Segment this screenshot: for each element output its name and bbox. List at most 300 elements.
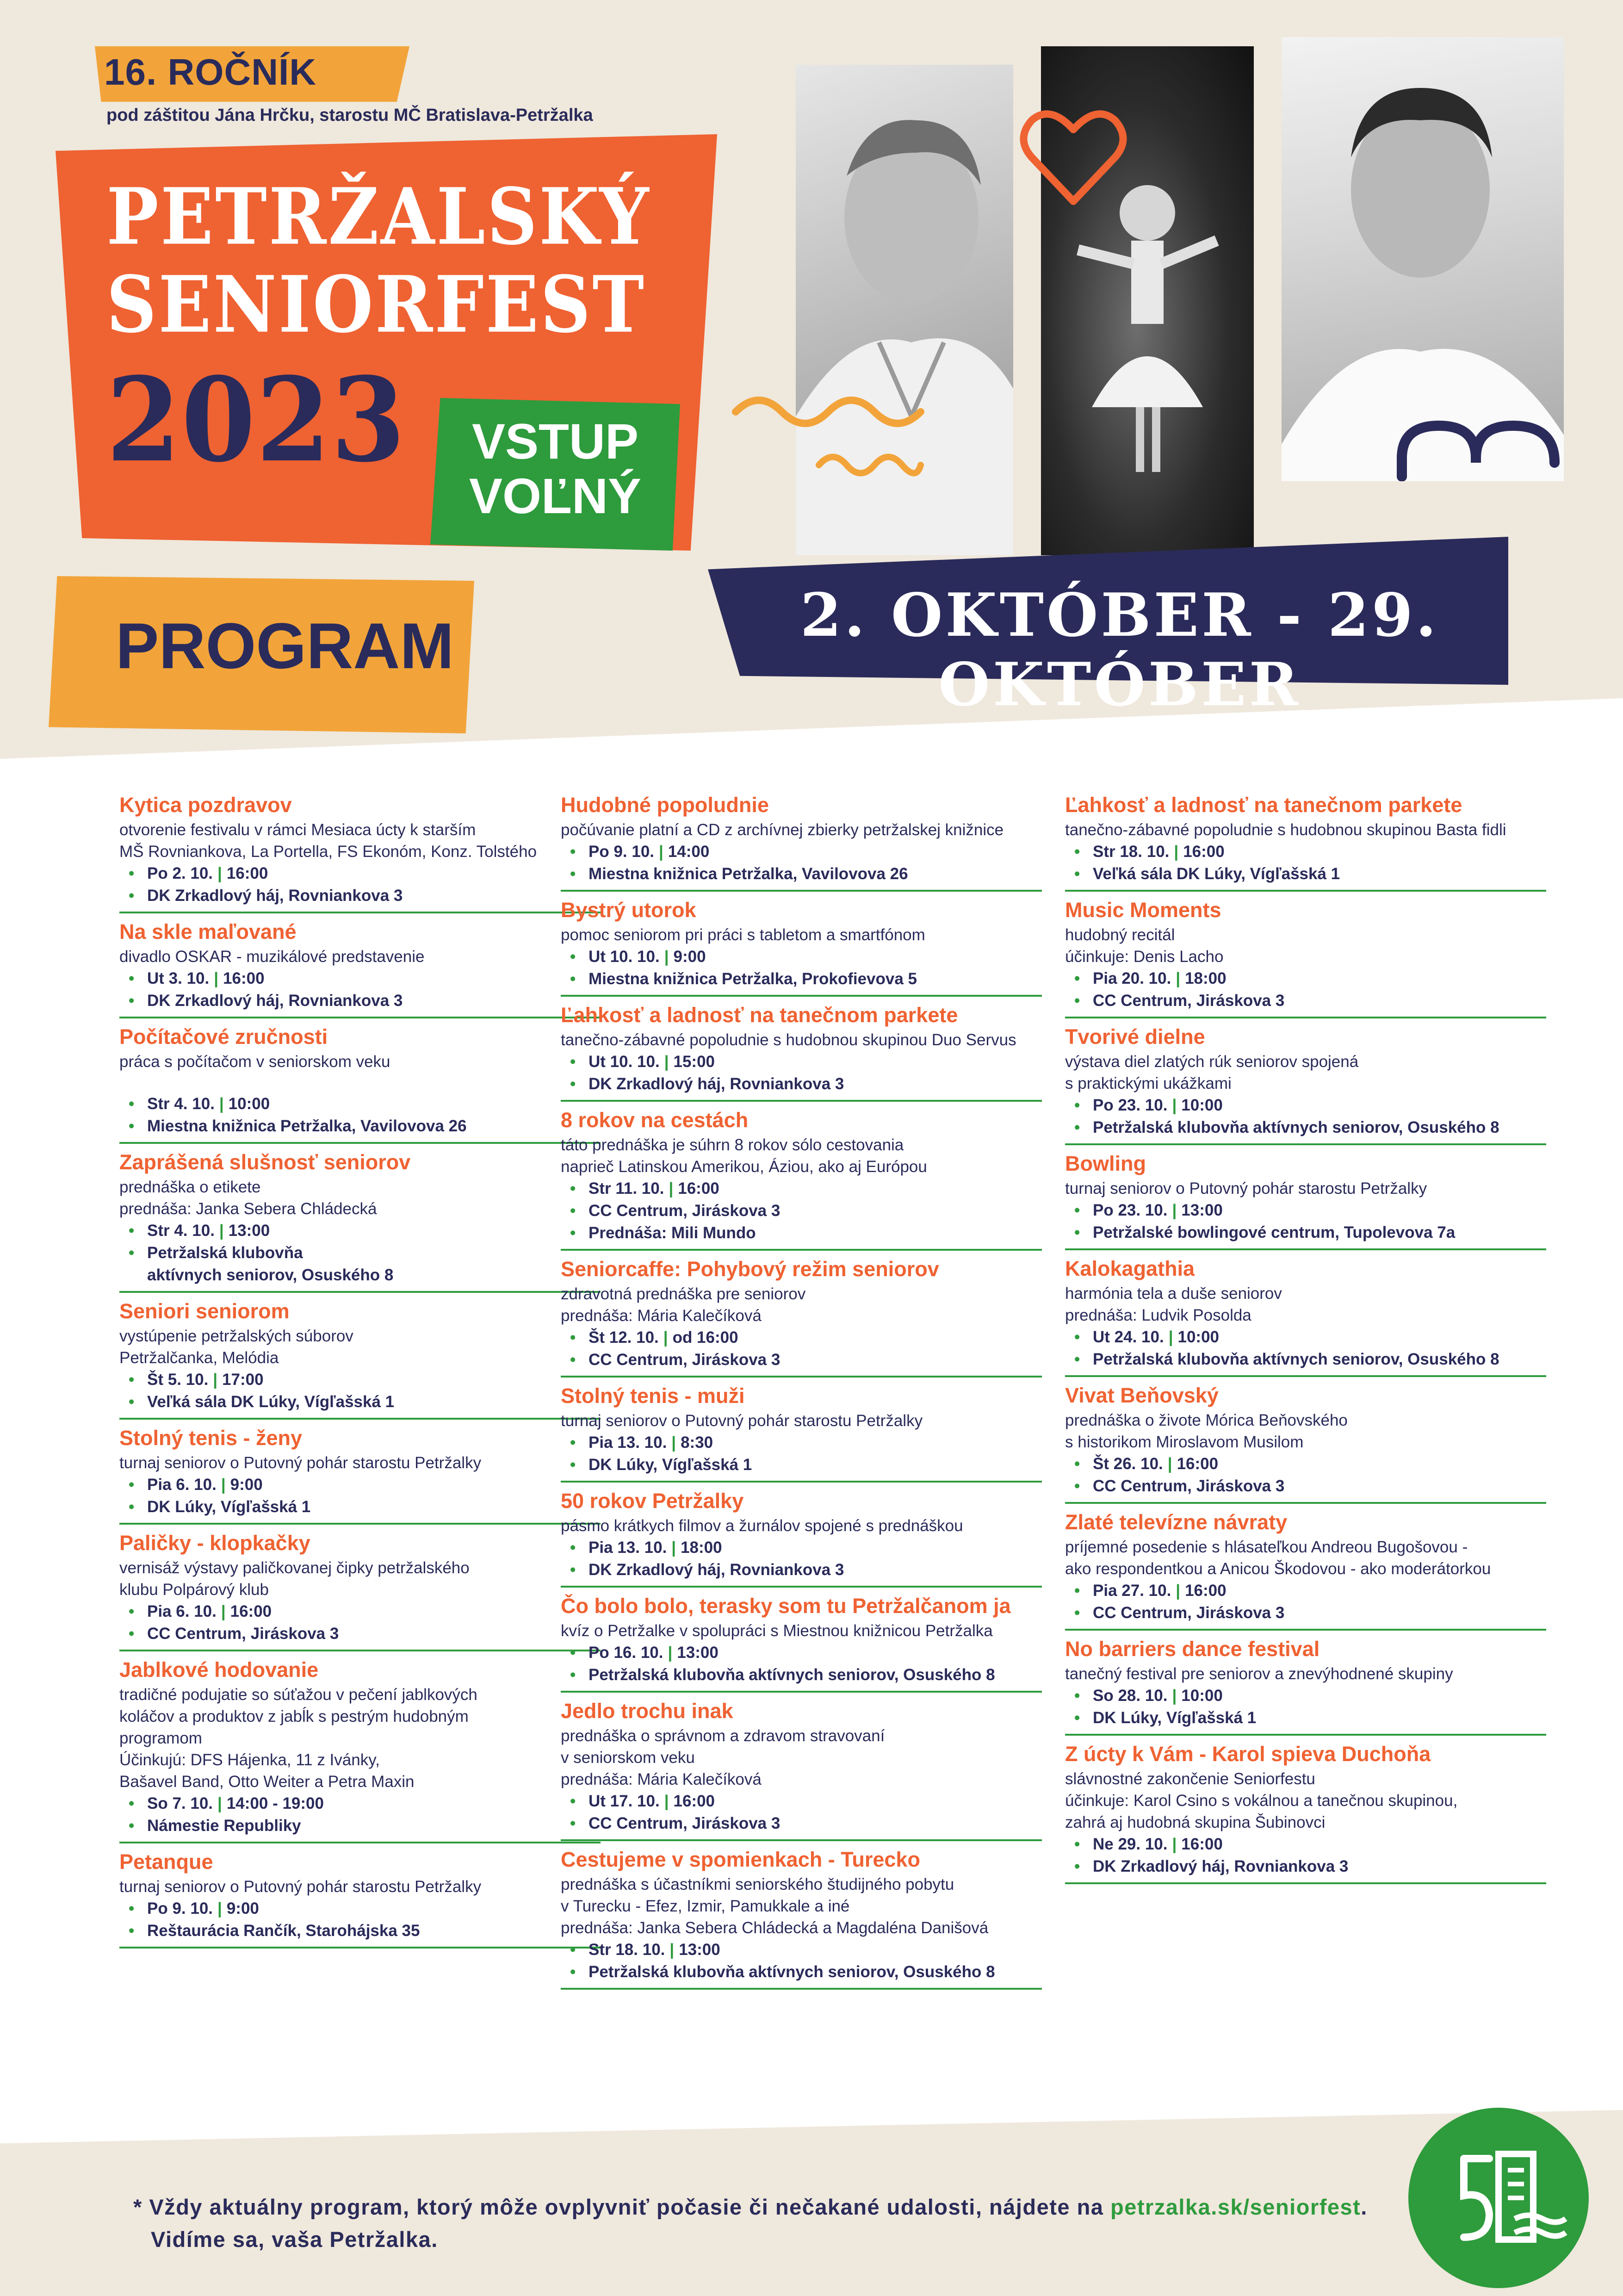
event-title: Ľahkosť a ladnosť na tanečnom parkete	[561, 1003, 958, 1027]
event-time: 17:00	[222, 1371, 264, 1389]
event-divider	[119, 1650, 601, 1651]
event-title: Seniori seniorom	[119, 1299, 290, 1323]
event-date: Ut 24. 10.	[1093, 1328, 1164, 1346]
event-place	[1065, 990, 1546, 1012]
event-date: Str 18. 10.	[588, 1941, 665, 1959]
separator-icon: |	[1172, 1096, 1177, 1114]
event-date: Pia 20. 10.	[1093, 969, 1171, 987]
event-date: Ut 10. 10.	[588, 948, 660, 966]
event-time: 16:00	[678, 1179, 719, 1198]
bullet-icon: •	[570, 1644, 576, 1662]
event-description: turnaj seniorov o Putovný pohár starostu Petržalky	[561, 1412, 923, 1430]
event-date-time	[1065, 1199, 1546, 1222]
event-title: Vivat Beňovský	[1065, 1384, 1219, 1407]
event-divider	[119, 1523, 601, 1525]
event-description: slávnostné zakončenie Seniorfestu	[1065, 1770, 1315, 1788]
event-place	[561, 1349, 1042, 1371]
event-time: 9:00	[226, 1899, 259, 1917]
event-item	[1065, 1256, 1546, 1377]
event-place-text: Prednáša: Mili Mundo	[588, 1224, 756, 1242]
event-item	[119, 1849, 601, 1948]
event-divider	[119, 1947, 601, 1948]
event-divider	[1065, 1143, 1546, 1145]
event-time: 8:30	[681, 1433, 713, 1452]
event-place-text: DK Zrkadlový háj, Rovniankova 3	[147, 887, 403, 905]
event-place-text: CC Centrum, Jiráskova 3	[147, 1625, 339, 1643]
program-column-3	[1065, 792, 1546, 1890]
event-place-text: CC Centrum, Jiráskova 3	[1093, 1604, 1285, 1622]
event-item	[561, 1847, 1042, 1990]
free-entry-text	[430, 414, 680, 523]
event-divider	[1065, 1375, 1546, 1377]
event-description: otvorenie festivalu v rámci Mesiaca úcty k starším	[119, 821, 476, 839]
event-date: Pia 27. 10.	[1093, 1582, 1171, 1600]
separator-icon: |	[219, 1095, 224, 1113]
event-description: Bašavel Band, Otto Weiter a Petra Maxin	[119, 1773, 415, 1791]
heart-icon	[1013, 102, 1134, 213]
event-place-text: DK Lúky, Vígľašská 1	[147, 1498, 311, 1516]
event-date: So 28. 10.	[1093, 1687, 1168, 1705]
event-divider	[561, 1586, 1042, 1588]
event-divider	[1065, 890, 1546, 892]
event-date: Po 16. 10.	[588, 1644, 663, 1662]
event-description: práca s počítačom v seniorskom veku	[119, 1053, 390, 1071]
event-title: Jablkové hodovanie	[119, 1658, 319, 1682]
event-place-text: Petržalská klubovňa aktívnych seniorov, Osuského 8	[588, 1963, 995, 1981]
event-time: 13:00	[1181, 1201, 1223, 1219]
bullet-icon: •	[570, 1539, 576, 1557]
bullet-icon: •	[1074, 843, 1080, 861]
event-date-time	[561, 1790, 1042, 1812]
event-description: prednáša: Mária Kalečíková	[561, 1307, 762, 1325]
bullet-icon: •	[129, 1222, 135, 1240]
event-description: MŠ Rovniankova, La Portella, FS Ekonóm, Konz. Tolstého	[119, 843, 537, 861]
event-date-time	[1065, 968, 1546, 990]
event-description: tanečný festival pre seniorov a znevýhodnené skupiny	[1065, 1665, 1453, 1683]
event-description: turnaj seniorov o Putovný pohár starostu Petržalky	[119, 1878, 482, 1896]
event-date-time	[119, 1220, 601, 1242]
event-date: Št 26. 10.	[1093, 1455, 1163, 1473]
event-place-text: Námestie Republiky	[147, 1817, 301, 1835]
event-divider	[119, 1017, 601, 1018]
event-place	[1065, 1602, 1546, 1624]
event-place-text: Veľká sála DK Lúky, Vígľašská 1	[147, 1393, 395, 1411]
event-place	[561, 1961, 1042, 1983]
event-description: prednáša: Janka Sebera Chládecká	[119, 1200, 377, 1218]
bullet-icon: •	[570, 1075, 576, 1093]
event-place	[561, 1454, 1042, 1476]
event-item	[561, 1593, 1042, 1693]
event-divider	[119, 1142, 601, 1144]
event-description: ako respondentkou a Anicou Škodovou - ako moderátorkou	[1065, 1560, 1491, 1578]
photo-young-man	[1282, 37, 1564, 481]
event-description: príjemné posedenie s hlásateľkou Andreou Bugošovou -	[1065, 1538, 1468, 1556]
event-divider	[561, 890, 1042, 892]
bullet-icon: •	[129, 1899, 135, 1917]
event-place-text: Petržalské bowlingové centrum, Tupolevova 7a	[1093, 1223, 1456, 1241]
event-description: prednáška o etikete	[119, 1178, 261, 1196]
separator-icon: |	[213, 1371, 218, 1389]
event-place	[119, 1115, 601, 1137]
event-place-text: Petržalská klubovňa aktívnych seniorov, Osuského 8	[1093, 1118, 1499, 1136]
event-place	[119, 1496, 601, 1518]
bullet-icon: •	[129, 1922, 135, 1940]
program-column-2	[561, 792, 1042, 1995]
bullet-icon: •	[570, 1179, 576, 1198]
event-description: klubu Polpárový klub	[119, 1581, 269, 1599]
event-time: 16:00	[673, 1792, 715, 1810]
bullet-icon: •	[1074, 1582, 1080, 1600]
event-date-time	[561, 1939, 1042, 1961]
bullet-icon: •	[570, 1433, 576, 1452]
event-description: vernisáž výstavy paličkovanej čipky petržalského	[119, 1559, 470, 1577]
event-date-time	[561, 1327, 1042, 1349]
event-date-time	[1065, 841, 1546, 863]
separator-icon: |	[671, 1433, 676, 1452]
bullet-icon: •	[570, 1941, 576, 1959]
event-date-time	[561, 1642, 1042, 1664]
separator-icon: |	[221, 1476, 226, 1494]
event-date: Ut 3. 10.	[147, 969, 210, 987]
event-item	[119, 1530, 601, 1651]
event-place	[561, 1073, 1042, 1095]
event-time: 16:00	[223, 969, 265, 987]
event-date-time	[119, 1369, 601, 1391]
event-date: Ut 17. 10.	[588, 1792, 660, 1810]
bullet-icon: •	[1074, 969, 1080, 987]
bullet-icon: •	[1074, 1835, 1080, 1853]
event-divider	[561, 1988, 1042, 1990]
event-title: Na skle maľované	[119, 920, 297, 943]
event-date: Št 5. 10.	[147, 1371, 209, 1389]
event-date: Str 4. 10.	[147, 1222, 215, 1240]
event-date-time	[1065, 1685, 1546, 1707]
event-date-time	[119, 1093, 601, 1115]
event-place	[1065, 1855, 1546, 1878]
event-title: Jedlo trochu inak	[561, 1699, 733, 1723]
separator-icon: |	[1172, 1835, 1177, 1853]
event-date: Po 9. 10.	[588, 843, 655, 861]
event-time: od 16:00	[672, 1328, 738, 1347]
event-description: turnaj seniorov o Putovný pohár starostu Petržalky	[1065, 1179, 1427, 1198]
event-time: 14:00 - 19:00	[226, 1794, 324, 1812]
event-title: Petanque	[119, 1850, 213, 1874]
event-date: Str 11. 10.	[588, 1179, 664, 1198]
bullet-icon: •	[129, 1244, 135, 1262]
event-date-time	[119, 1474, 601, 1496]
event-divider	[1065, 1734, 1546, 1736]
event-title: Hudobné popoludnie	[561, 793, 769, 817]
separator-icon: |	[668, 1644, 673, 1662]
event-time: 16:00	[226, 864, 268, 882]
event-place	[1065, 1707, 1546, 1729]
separator-icon: |	[1172, 1201, 1177, 1219]
event-title: No barriers dance festival	[1065, 1637, 1320, 1661]
event-time: 9:00	[673, 948, 706, 966]
event-place-text: CC Centrum, Jiráskova 3	[1093, 1477, 1285, 1495]
event-place-text: DK Zrkadlový háj, Rovniankova 3	[147, 992, 403, 1010]
event-divider	[1065, 1882, 1546, 1884]
separator-icon: |	[669, 1179, 674, 1198]
wave-decoration-icon	[731, 384, 925, 440]
event-divider	[561, 1100, 1042, 1102]
bullet-icon: •	[129, 1625, 135, 1643]
bullet-icon: •	[1074, 1328, 1080, 1346]
bullet-icon: •	[570, 1202, 576, 1220]
event-place	[561, 1222, 1042, 1244]
event-description: prednáška o živote Mórica Beňovského	[1065, 1411, 1348, 1429]
bullet-icon: •	[1074, 1687, 1080, 1705]
bullet-icon: •	[129, 1498, 135, 1516]
separator-icon: |	[1167, 1455, 1172, 1473]
event-title: Počítačové zručnosti	[119, 1025, 328, 1049]
event-date-time	[561, 841, 1042, 863]
event-date: Str 4. 10.	[147, 1095, 215, 1113]
bullet-icon: •	[129, 992, 135, 1010]
bullet-icon: •	[1074, 992, 1080, 1010]
bullet-icon: •	[1074, 1096, 1080, 1114]
event-title: Zaprášená slušnosť seniorov	[119, 1150, 411, 1174]
event-time: 13:00	[228, 1222, 270, 1240]
event-time: 15:00	[673, 1053, 715, 1071]
event-description: prednáša: Mária Kalečíková	[561, 1770, 762, 1788]
event-description: kvíz o Petržalke v spolupráci s Miestnou knižnicou Petržalka	[561, 1622, 993, 1640]
event-title: Čo bolo bolo, terasky som tu Petržalčanom ja	[561, 1594, 1011, 1618]
event-title: Z úcty k Vám - Karol spieva Duchoňa	[1065, 1742, 1431, 1766]
event-date-time	[1065, 1580, 1546, 1602]
event-place-text: Petržalská klubovňa	[147, 1244, 303, 1262]
bullet-icon: •	[570, 1053, 576, 1071]
event-place	[561, 863, 1042, 885]
event-place-text: Veľká sála DK Lúky, Vígľašská 1	[1093, 865, 1340, 883]
bullet-icon: •	[1074, 1604, 1080, 1622]
separator-icon: |	[663, 1328, 668, 1347]
petrzalka-logo	[1408, 2108, 1589, 2288]
event-title: Music Moments	[1065, 898, 1221, 922]
event-title: Bowling	[1065, 1152, 1146, 1175]
separator-icon: |	[659, 843, 663, 861]
separator-icon: |	[671, 1539, 676, 1557]
bullet-icon: •	[129, 864, 135, 882]
event-description: prednáška o správnom a zdravom stravovaní	[561, 1727, 885, 1745]
event-divider	[119, 1291, 601, 1293]
event-date-time	[119, 968, 601, 990]
event-place	[1065, 1117, 1546, 1139]
event-description: táto prednáška je súhrn 8 rokov sólo cestovania	[561, 1136, 904, 1154]
event-description: naprieč Latinskou Amerikou, Áziou, ako aj Európou	[561, 1158, 927, 1176]
event-divider	[119, 912, 601, 913]
bullet-icon: •	[570, 865, 576, 883]
event-description: tradičné podujatie so súťažou v pečení jablkových	[119, 1686, 477, 1704]
separator-icon: |	[1174, 843, 1179, 861]
event-time: 10:00	[1181, 1687, 1223, 1705]
event-item	[1065, 1151, 1546, 1250]
event-description: Petržalčanka, Melódia	[119, 1349, 279, 1367]
program-column-1	[119, 792, 601, 1954]
event-place-text: DK Zrkadlový háj, Rovniankova 3	[588, 1075, 844, 1093]
event-description: pomoc seniorom pri práci s tabletom a smartfónom	[561, 926, 925, 944]
event-item	[119, 792, 601, 913]
event-place-text: CC Centrum, Jiráskova 3	[588, 1814, 781, 1832]
event-time: 16:00	[1177, 1455, 1219, 1473]
event-date: Po 23. 10.	[1093, 1096, 1168, 1114]
event-divider	[561, 1839, 1042, 1841]
event-time: 13:00	[679, 1941, 720, 1959]
event-place	[1065, 1475, 1546, 1497]
bullet-icon: •	[129, 1095, 135, 1113]
event-place-text: Miestna knižnica Petržalka, Vavilovova 26	[588, 865, 908, 883]
event-description: prednáša: Janka Sebera Chládecká a Magdaléna Danišová	[561, 1919, 989, 1937]
bullet-icon: •	[570, 1666, 576, 1684]
event-place-text: CC Centrum, Jiráskova 3	[1093, 992, 1285, 1010]
separator-icon: |	[221, 1602, 226, 1620]
event-title: Kalokagathia	[1065, 1257, 1195, 1280]
event-date-time	[561, 946, 1042, 968]
event-divider	[561, 1249, 1042, 1251]
bullet-icon: •	[570, 970, 576, 988]
event-date-time	[561, 1537, 1042, 1559]
separator-icon: |	[1176, 1582, 1181, 1600]
event-title: Ľahkosť a ladnosť na tanečnom parkete	[1065, 793, 1462, 817]
event-title: Stolný tenis - ženy	[119, 1426, 303, 1450]
event-time: 16:00	[230, 1602, 272, 1620]
event-description: zahrá aj hudobná skupina Šubinovci	[1065, 1813, 1326, 1831]
bullet-icon: •	[129, 887, 135, 905]
event-item	[119, 1298, 601, 1420]
event-date: Ut 10. 10.	[588, 1053, 660, 1071]
event-item	[561, 1256, 1042, 1378]
event-date-time	[561, 1178, 1042, 1200]
event-place	[119, 1264, 601, 1286]
event-divider	[1065, 1502, 1546, 1504]
event-item	[561, 1488, 1042, 1588]
bullet-icon: •	[570, 1224, 576, 1242]
event-date-time	[1065, 1833, 1546, 1855]
event-place	[561, 968, 1042, 990]
event-date: Str 18. 10.	[1093, 843, 1170, 861]
separator-icon: |	[214, 969, 219, 987]
event-description: pásmo krátkych filmov a žurnálov spojené s prednáškou	[561, 1517, 963, 1535]
event-divider	[119, 1842, 601, 1843]
footer-link[interactable]: petrzalka.sk/seniorfest	[1110, 2195, 1361, 2219]
bullet-icon: •	[1074, 1201, 1080, 1219]
event-date-time	[119, 1793, 601, 1815]
bullet-icon: •	[129, 1817, 135, 1835]
event-date: Pia 6. 10.	[147, 1602, 217, 1620]
separator-icon: |	[217, 1899, 222, 1917]
patronage-text: pod záštitou Jána Hrčku, starostu MČ Bratislava-Petržalka	[106, 105, 593, 125]
event-place	[1065, 1348, 1546, 1371]
separator-icon: |	[217, 864, 222, 882]
event-time: 18:00	[681, 1539, 722, 1557]
bullet-icon: •	[1074, 1709, 1080, 1727]
event-item	[561, 897, 1042, 997]
event-item	[561, 1002, 1042, 1102]
event-date-time	[1065, 1094, 1546, 1117]
edition-label: 16. ROČNÍK	[104, 51, 316, 93]
event-title: Tvorivé dielne	[1065, 1025, 1205, 1049]
event-place-text: DK Zrkadlový háj, Rovniankova 3	[588, 1561, 844, 1579]
event-place	[1065, 1222, 1546, 1244]
bullet-icon: •	[570, 948, 576, 966]
event-time: 18:00	[1185, 969, 1227, 987]
event-place	[119, 1623, 601, 1645]
event-place-text: Miestna knižnica Petržalka, Prokofievova 5	[588, 970, 917, 988]
separator-icon: |	[219, 1222, 224, 1240]
event-divider	[1065, 1248, 1546, 1250]
event-item	[1065, 897, 1546, 1018]
event-date-time	[119, 1898, 601, 1920]
event-item	[1065, 1509, 1546, 1631]
event-time: 9:00	[230, 1476, 263, 1494]
event-place	[119, 990, 601, 1012]
event-place-text: CC Centrum, Jiráskova 3	[588, 1351, 781, 1369]
event-description: s praktickými ukážkami	[1065, 1074, 1232, 1092]
event-place-text: CC Centrum, Jiráskova 3	[588, 1202, 781, 1220]
title-line-2: SENIORFEST	[106, 259, 646, 351]
event-date: Po 9. 10.	[147, 1899, 213, 1917]
event-date-time	[119, 1601, 601, 1623]
bullet-icon: •	[1074, 1455, 1080, 1473]
event-title: Paličky - klopkačky	[119, 1531, 310, 1555]
event-divider	[561, 1481, 1042, 1483]
event-item	[561, 792, 1042, 892]
event-description: v Turecku - Efez, Izmir, Pamukkale a iné	[561, 1897, 850, 1915]
separator-icon: |	[664, 1792, 669, 1810]
event-time: 10:00	[1181, 1096, 1223, 1114]
event-description: tanečno-zábavné popoludnie s hudobnou skupinou Basta fidli	[1065, 821, 1506, 839]
bullet-icon: •	[129, 1371, 135, 1389]
bullet-icon: •	[570, 1328, 576, 1347]
separator-icon: |	[1168, 1328, 1173, 1346]
event-item	[1065, 1636, 1546, 1736]
event-date: Pia 13. 10.	[588, 1433, 667, 1452]
event-title: 50 rokov Petržalky	[561, 1489, 744, 1513]
event-description: vystúpenie petržalských súborov	[119, 1327, 353, 1345]
event-place	[119, 885, 601, 907]
event-time: 16:00	[1181, 1835, 1223, 1853]
event-description: programom	[119, 1729, 202, 1747]
event-place	[561, 1664, 1042, 1686]
separator-icon: |	[217, 1794, 222, 1812]
title-line-1: PETRŽALSKÝ	[106, 171, 651, 263]
bullet-icon: •	[570, 1351, 576, 1369]
bullet-icon: •	[570, 1792, 576, 1810]
small-wave-decoration-icon	[814, 444, 925, 486]
event-title: Seniorcaffe: Pohybový režim seniorov	[561, 1257, 939, 1281]
event-divider	[561, 995, 1042, 997]
bullet-icon: •	[129, 969, 135, 987]
event-description: s historikom Miroslavom Musilom	[1065, 1433, 1304, 1451]
event-description: hudobný recitál	[1065, 926, 1175, 944]
bullet-icon: •	[129, 1794, 135, 1812]
event-date: Po 23. 10.	[1093, 1201, 1168, 1219]
event-date: Št 12. 10.	[588, 1328, 659, 1347]
event-item	[1065, 1383, 1546, 1504]
bullet-icon: •	[570, 843, 576, 861]
event-place-text: DK Lúky, Vígľašská 1	[588, 1456, 752, 1474]
event-title: Kytica pozdravov	[119, 793, 292, 817]
petrzalka-logo-icon	[1408, 2108, 1589, 2288]
event-item	[119, 1657, 601, 1843]
event-description: Účinkujú: DFS Hájenka, 11 z Ivánky,	[119, 1751, 380, 1769]
bullet-icon: •	[1074, 1118, 1080, 1136]
event-place	[561, 1200, 1042, 1222]
event-date: Pia 13. 10.	[588, 1539, 667, 1557]
event-date-time	[561, 1432, 1042, 1454]
event-date-time	[1065, 1453, 1546, 1475]
event-divider	[561, 1691, 1042, 1693]
